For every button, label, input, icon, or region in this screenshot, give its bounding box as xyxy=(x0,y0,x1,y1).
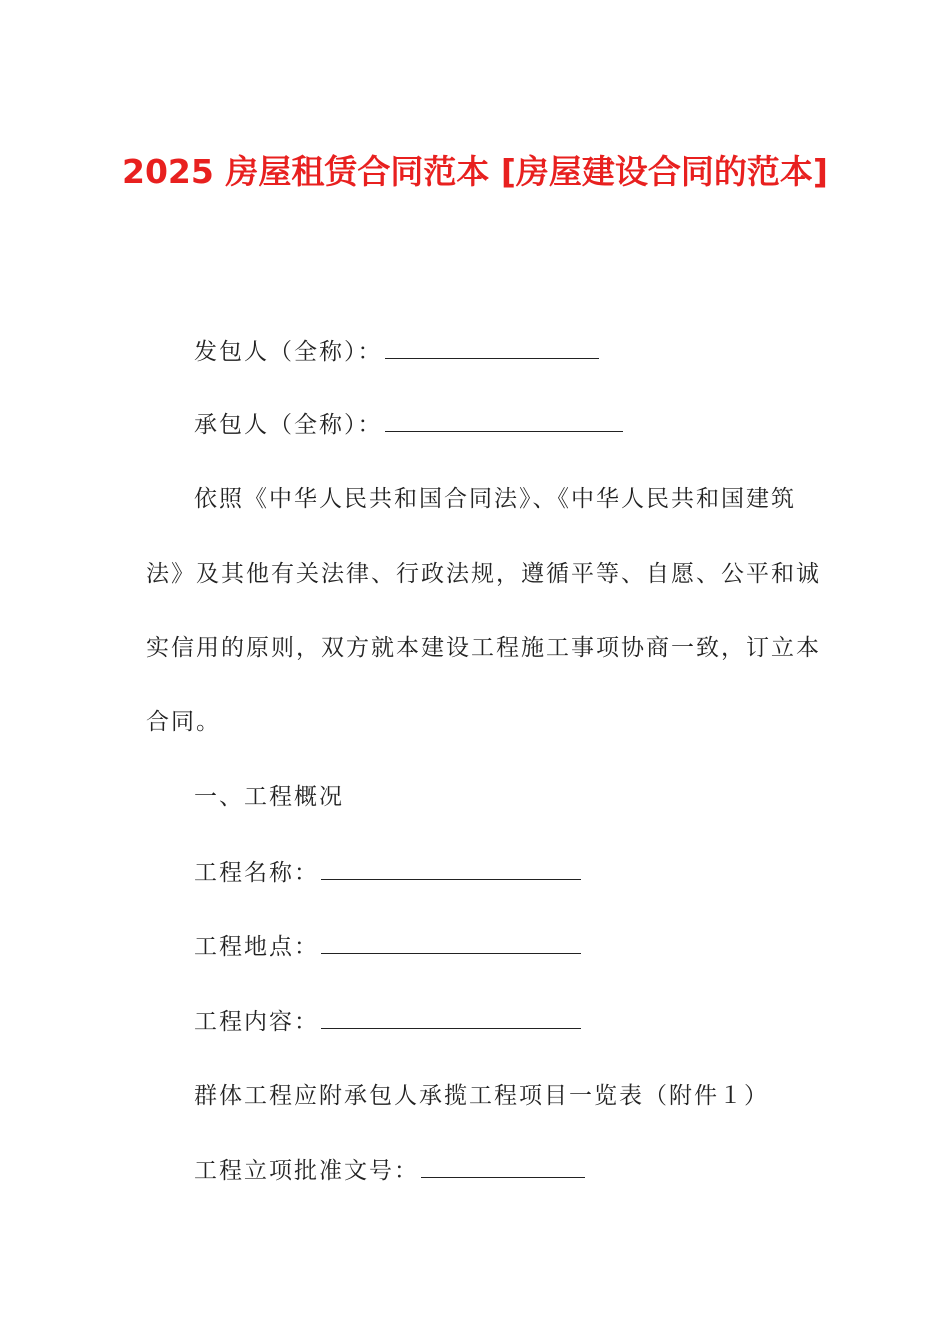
approval-number-row xyxy=(194,1155,585,1186)
project-name-blank[interactable] xyxy=(321,857,581,880)
project-location-blank[interactable] xyxy=(321,931,581,954)
project-name-row xyxy=(194,857,581,888)
approval-number-blank[interactable] xyxy=(421,1155,585,1178)
group-project-note: 群体工程应附承包人承揽工程项目一览表（附件１） xyxy=(194,1083,769,1109)
section-1-heading: 一、工程概况 xyxy=(194,784,344,810)
contractor-field-label: 承包人（全称）： xyxy=(194,412,383,438)
preamble-line-1: 依照《中华人民共和国合同法》、《中华人民共和国建筑 xyxy=(194,486,796,512)
approval-number-label: 工程立项批准文号： xyxy=(194,1158,419,1184)
project-content-row xyxy=(194,1006,581,1037)
preamble-line-2: 法》及其他有关法律、行政法规，遵循平等、自愿、公平和诚 xyxy=(146,561,821,587)
project-location-row xyxy=(194,931,581,962)
project-content-label: 工程内容： xyxy=(194,1009,319,1035)
document-title: 2025 房屋租赁合同范本 [房屋建设合同的范本] xyxy=(122,152,828,191)
contractor-name-blank[interactable] xyxy=(385,409,623,432)
issuer-field-row xyxy=(194,336,599,367)
preamble-line-3: 实信用的原则，双方就本建设工程施工事项协商一致，订立本 xyxy=(146,635,821,661)
project-location-label: 工程地点： xyxy=(194,934,319,960)
project-content-blank[interactable] xyxy=(321,1006,581,1029)
contractor-field-row xyxy=(194,409,623,440)
issuer-field-label: 发包人（全称）： xyxy=(194,339,383,365)
project-name-label: 工程名称： xyxy=(194,860,319,886)
issuer-name-blank[interactable] xyxy=(385,336,599,359)
preamble-line-4: 合同。 xyxy=(146,709,221,735)
